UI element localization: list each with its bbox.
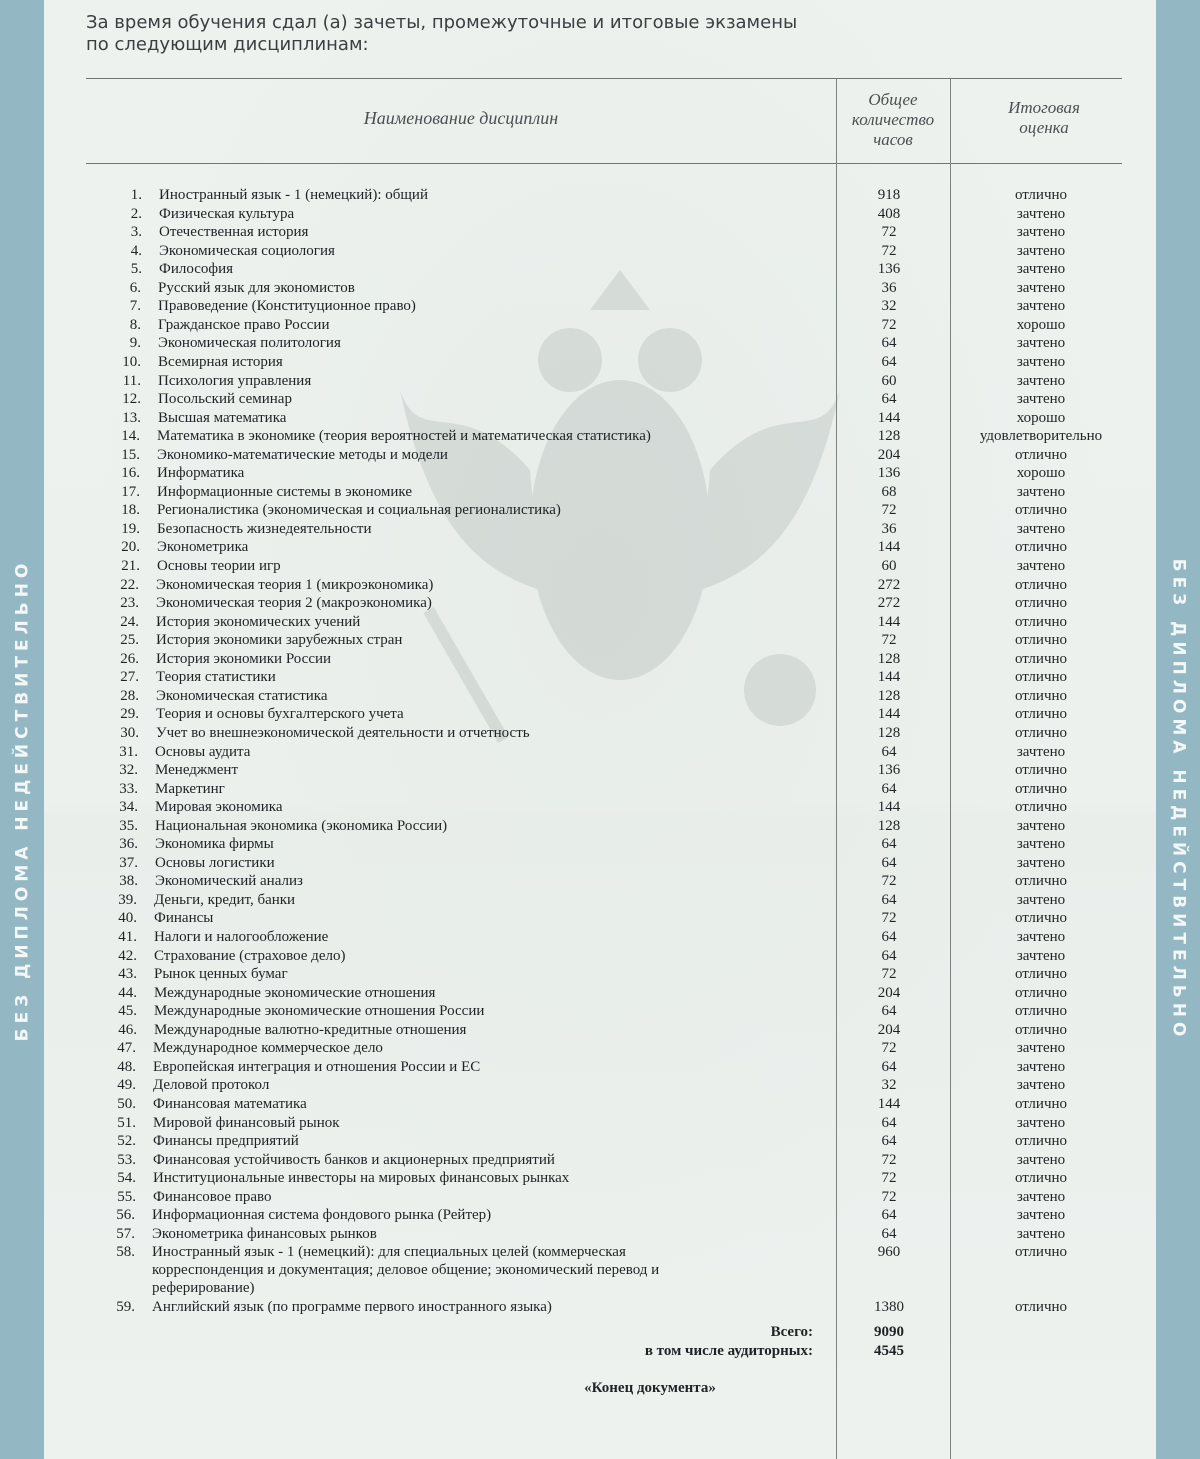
discipline-name: Международное коммерческое дело <box>153 1040 383 1057</box>
discipline-hours: 72 <box>881 316 897 333</box>
discipline-hours: 60 <box>881 558 897 574</box>
discipline-hours: 72 <box>881 224 897 241</box>
discipline-hours: 72 <box>881 632 897 649</box>
discipline-grade: отлично <box>1014 613 1068 630</box>
discipline-hours: 128 <box>877 650 901 667</box>
row-number: 59. <box>116 1299 135 1315</box>
row-number: 6. <box>129 279 141 296</box>
discipline-hours: 204 <box>877 446 901 463</box>
discipline-name: Английский язык (по программе первого иностранного языка) <box>152 1299 552 1315</box>
discipline-hours: 64 <box>881 780 897 797</box>
discipline-name: Теория и основы бухгалтерского учета <box>156 706 404 723</box>
row-number: 35. <box>119 817 138 834</box>
discipline-name: Информатика <box>157 465 245 482</box>
discipline-name: Учет во внешнеэкономической деятельности и отчетность <box>156 724 530 741</box>
discipline-hours: 72 <box>881 242 897 259</box>
discipline-hours: 64 <box>881 1114 897 1131</box>
discipline-hours: 64 <box>881 391 897 408</box>
row-number: 28. <box>120 687 139 704</box>
row-number: 41. <box>118 929 137 945</box>
discipline-name: Экономическая статистика <box>156 687 328 704</box>
row-number: 46. <box>118 1021 137 1038</box>
row-number: 26. <box>120 650 139 667</box>
right-band-watermark-text: БЕЗ ДИПЛОМА НЕДЕЙСТВИТЕЛЬНО <box>1168 558 1188 1042</box>
discipline-name: Мировая экономика <box>155 799 283 816</box>
row-number: 11. <box>122 372 141 389</box>
row-number: 49. <box>117 1077 136 1094</box>
discipline-grade: зачтено <box>1016 1188 1066 1205</box>
discipline-name: Экономико-математические методы и модели <box>157 446 448 463</box>
discipline-name: Финансы предприятий <box>153 1133 299 1150</box>
row-number: 33. <box>119 780 138 797</box>
discipline-name: Психология управления <box>158 372 312 389</box>
discipline-name: Международные валютно-кредитные отношения <box>154 1021 467 1038</box>
discipline-hours: 72 <box>881 910 897 927</box>
discipline-hours: 204 <box>877 984 901 1001</box>
row-number: 29. <box>120 706 139 723</box>
discipline-name: История экономики России <box>156 650 332 667</box>
discipline-hours: 32 <box>881 298 897 315</box>
discipline-name: Иностранный язык - 1 (немецкий): для специальных целей (коммерческая корреспонденция и документация; деловое общение; экономический перевод и реферирование) <box>152 1244 660 1297</box>
end-of-document: «Конец документа» <box>584 1380 716 1396</box>
row-number: 36. <box>119 836 138 853</box>
discipline-name: Институциональные инвесторы на мировых финансовых рынках <box>153 1170 570 1187</box>
discipline-hours: 144 <box>877 669 901 686</box>
discipline-hours: 144 <box>877 706 901 723</box>
discipline-grade: отлично <box>1014 632 1068 649</box>
left-band-watermark-text: БЕЗ ДИПЛОМА НЕДЕЙСТВИТЕЛЬНО <box>12 558 32 1042</box>
discipline-name: Финансовая устойчивость банков и акционерных предприятий <box>153 1151 555 1168</box>
row-number: 51. <box>117 1114 136 1131</box>
discipline-grade: отлично <box>1014 187 1068 203</box>
discipline-hours: 64 <box>881 335 897 352</box>
discipline-hours: 1380 <box>874 1299 904 1315</box>
discipline-hours: 136 <box>877 261 901 278</box>
row-number: 34. <box>119 799 138 816</box>
discipline-grade: зачтено <box>1016 224 1066 241</box>
row-number: 27. <box>120 669 139 686</box>
discipline-hours: 144 <box>877 799 901 816</box>
discipline-hours: 144 <box>877 409 901 426</box>
discipline-name: Международные экономические отношения России <box>154 1003 485 1020</box>
discipline-name: Экономика фирмы <box>155 836 274 853</box>
discipline-name: Физическая культура <box>159 205 295 222</box>
intro-line-2: по следующим дисциплинам: <box>86 34 369 55</box>
discipline-grade: зачтено <box>1016 372 1066 389</box>
discipline-name: Экономический анализ <box>155 873 303 890</box>
discipline-grade: отлично <box>1014 910 1068 927</box>
discipline-hours: 72 <box>881 966 897 983</box>
discipline-name: Правоведение (Конституционное право) <box>158 298 416 315</box>
discipline-grade: зачтено <box>1016 520 1066 537</box>
row-number: 9. <box>129 335 141 352</box>
discipline-hours: 36 <box>881 520 897 537</box>
discipline-grade: отлично <box>1014 669 1068 686</box>
discipline-grade: отлично <box>1014 1244 1068 1261</box>
row-number: 3. <box>130 224 142 241</box>
discipline-name: Национальная экономика (экономика России) <box>155 817 448 834</box>
discipline-hours: 64 <box>881 1058 897 1075</box>
discipline-hours: 64 <box>881 743 897 760</box>
discipline-grade: зачтено <box>1016 261 1066 278</box>
discipline-hours: 128 <box>877 817 901 834</box>
discipline-hours: 72 <box>881 873 897 890</box>
row-number: 44. <box>118 984 137 1001</box>
row-number: 39. <box>118 891 137 908</box>
discipline-hours: 918 <box>877 187 901 203</box>
discipline-grade: зачтено <box>1016 279 1066 296</box>
discipline-grade: зачтено <box>1016 205 1066 222</box>
discipline-hours: 60 <box>881 372 897 389</box>
discipline-grade: отлично <box>1014 446 1068 463</box>
discipline-grade: отлично <box>1014 724 1068 741</box>
discipline-grade: зачтено <box>1016 298 1066 315</box>
discipline-hours: 36 <box>881 279 897 296</box>
row-number: 45. <box>118 1003 137 1020</box>
row-number: 52. <box>117 1133 136 1150</box>
row-number: 56. <box>116 1207 135 1224</box>
row-number: 54. <box>117 1170 136 1187</box>
discipline-grade: отлично <box>1014 984 1068 1001</box>
row-number: 19. <box>121 520 140 537</box>
discipline-grade: отлично <box>1014 539 1068 556</box>
row-number: 1. <box>130 187 142 203</box>
discipline-grade: зачтено <box>1016 836 1066 853</box>
classroom-label: в том числе аудиторных: <box>644 1343 813 1359</box>
row-number: 23. <box>120 595 139 612</box>
discipline-hours: 144 <box>877 1095 901 1112</box>
discipline-name: Экономическая политология <box>158 335 341 352</box>
row-number: 16. <box>121 465 140 482</box>
discipline-grade: зачтено <box>1016 242 1066 259</box>
discipline-grade: отлично <box>1014 1021 1068 1038</box>
discipline-grade: отлично <box>1014 1003 1068 1020</box>
row-number: 48. <box>117 1058 136 1075</box>
discipline-grade: отлично <box>1014 576 1068 593</box>
discipline-name: История экономических учений <box>156 613 361 630</box>
discipline-name: Регионалистика (экономическая и социальная регионалистика) <box>157 502 561 519</box>
discipline-grade: отлично <box>1014 1299 1068 1315</box>
row-number: 25. <box>120 632 139 649</box>
row-number: 22. <box>120 576 139 593</box>
discipline-grade: отлично <box>1014 1133 1068 1150</box>
discipline-hours: 272 <box>877 595 901 612</box>
discipline-grade: удовлетворительно <box>979 428 1103 445</box>
discipline-grade: зачтено <box>1016 391 1066 408</box>
discipline-hours: 64 <box>881 353 897 370</box>
table-header-rule <box>86 163 1122 164</box>
discipline-hours: 68 <box>881 483 897 500</box>
row-number: 32. <box>119 762 138 779</box>
discipline-name: Иностранный язык - 1 (немецкий): общий <box>159 187 428 203</box>
discipline-name: Экономическая теория 1 (микроэкономика) <box>156 576 434 593</box>
intro-line-1: За время обучения сдал (а) зачеты, промежуточные и итоговые экзамены <box>86 12 798 33</box>
discipline-name: Экономическая социология <box>159 242 335 259</box>
discipline-grade: зачтено <box>1016 929 1066 945</box>
discipline-grade: отлично <box>1014 706 1068 723</box>
table-top-rule <box>86 78 1122 79</box>
discipline-grade: зачтено <box>1016 817 1066 834</box>
discipline-grade: отлично <box>1014 502 1068 519</box>
discipline-name: Математика в экономике (теория вероятностей и математическая статистика) <box>157 428 651 445</box>
discipline-hours: 32 <box>881 1077 897 1094</box>
discipline-grade: отлично <box>1014 873 1068 890</box>
discipline-name: Экономическая теория 2 (макроэкономика) <box>156 595 432 612</box>
discipline-hours: 64 <box>881 1133 897 1150</box>
discipline-grade: отлично <box>1014 1095 1068 1112</box>
discipline-grade: отлично <box>1014 650 1068 667</box>
row-number: 43. <box>118 966 137 983</box>
row-number: 24. <box>120 613 139 630</box>
discipline-name: Отечественная история <box>159 224 309 241</box>
row-number: 38. <box>119 873 138 890</box>
discipline-hours: 72 <box>881 1170 897 1187</box>
row-number: 31. <box>119 743 138 760</box>
row-number: 21. <box>121 558 140 574</box>
row-number: 37. <box>119 854 138 871</box>
discipline-grade: хорошо <box>1016 316 1066 333</box>
discipline-grade: зачтено <box>1016 353 1066 370</box>
discipline-name: Посольский семинар <box>158 391 292 408</box>
discipline-grade: зачтено <box>1016 1058 1066 1075</box>
column-header-hours: Общее количество часов <box>851 90 935 149</box>
discipline-name: Русский язык для экономистов <box>158 279 355 296</box>
discipline-name: Информационные системы в экономике <box>157 483 412 500</box>
discipline-grade: зачтено <box>1016 947 1066 964</box>
discipline-name: Менеджмент <box>155 762 239 779</box>
discipline-grade: зачтено <box>1016 1040 1066 1057</box>
discipline-grade: зачтено <box>1016 335 1066 352</box>
discipline-name: Финансы <box>154 910 214 927</box>
row-number: 30. <box>120 724 139 741</box>
discipline-hours: 64 <box>881 947 897 964</box>
discipline-hours: 72 <box>881 502 897 519</box>
row-number: 15. <box>121 446 140 463</box>
discipline-hours: 64 <box>881 929 897 945</box>
column-header-grade: Итоговая оценка <box>1008 98 1080 137</box>
discipline-grade: зачтено <box>1016 891 1066 908</box>
discipline-hours: 64 <box>881 891 897 908</box>
discipline-name: Информационная система фондового рынка (Рейтер) <box>152 1207 492 1224</box>
discipline-name: Страхование (страховое дело) <box>154 947 346 964</box>
discipline-name: Гражданское право России <box>158 316 330 333</box>
discipline-grade: зачтено <box>1016 558 1066 574</box>
discipline-hours: 64 <box>881 854 897 871</box>
discipline-grade: отлично <box>1014 595 1068 612</box>
row-number: 50. <box>117 1095 136 1112</box>
discipline-hours: 136 <box>877 762 901 779</box>
row-number: 12. <box>122 391 141 408</box>
discipline-name: Европейская интеграция и отношения России и ЕС <box>153 1058 481 1075</box>
row-number: 2. <box>130 205 142 222</box>
discipline-grade: зачтено <box>1016 1114 1066 1131</box>
row-number: 58. <box>116 1244 135 1261</box>
row-number: 4. <box>130 242 142 259</box>
discipline-grade: отлично <box>1014 966 1068 983</box>
discipline-hours: 144 <box>877 539 901 556</box>
discipline-name: Рынок ценных бумаг <box>154 966 288 983</box>
discipline-hours: 204 <box>877 1021 901 1038</box>
discipline-hours: 136 <box>877 465 901 482</box>
total-label: Всего: <box>770 1324 813 1340</box>
intro-text <box>86 12 866 56</box>
discipline-grade: зачтено <box>1016 1225 1066 1242</box>
discipline-hours: 128 <box>877 687 901 704</box>
row-number: 14. <box>121 428 140 445</box>
row-number: 13. <box>122 409 141 426</box>
discipline-hours: 144 <box>877 613 901 630</box>
discipline-name: Эконометрика <box>157 539 249 556</box>
discipline-name: Философия <box>159 261 234 278</box>
discipline-hours: 72 <box>881 1188 897 1205</box>
discipline-hours: 64 <box>881 1003 897 1020</box>
column-header-name: Наименование дисциплин <box>363 108 559 128</box>
discipline-name: Основы аудита <box>155 743 251 760</box>
discipline-name: Деньги, кредит, банки <box>154 891 296 908</box>
discipline-grade: отлично <box>1014 780 1068 797</box>
discipline-grade: зачтено <box>1016 854 1066 871</box>
discipline-hours: 272 <box>877 576 901 593</box>
row-number: 57. <box>116 1225 135 1242</box>
total-value: 9090 <box>874 1324 904 1340</box>
discipline-hours: 128 <box>877 724 901 741</box>
row-number: 42. <box>118 947 137 964</box>
discipline-grade: зачтено <box>1016 743 1066 760</box>
discipline-hours: 64 <box>881 1225 897 1242</box>
discipline-name: Высшая математика <box>158 409 287 426</box>
discipline-grade: хорошо <box>1016 409 1066 426</box>
row-number: 17. <box>121 483 140 500</box>
row-number: 20. <box>121 539 140 556</box>
row-number: 10. <box>122 353 141 370</box>
discipline-name: Финансовое право <box>153 1188 272 1205</box>
row-number: 18. <box>121 502 140 519</box>
row-number: 5. <box>130 261 142 278</box>
discipline-grade: зачтено <box>1016 1207 1066 1224</box>
row-number: 55. <box>117 1188 136 1205</box>
discipline-grade: отлично <box>1014 762 1068 779</box>
discipline-grade: зачтено <box>1016 1151 1066 1168</box>
discipline-grade: хорошо <box>1016 465 1066 482</box>
discipline-grade: отлично <box>1014 687 1068 704</box>
discipline-hours: 408 <box>877 205 901 222</box>
discipline-name: Международные экономические отношения <box>154 984 436 1001</box>
discipline-name: Безопасность жизнедеятельности <box>157 520 372 537</box>
discipline-hours: 128 <box>877 428 901 445</box>
discipline-name: Основы теории игр <box>157 558 281 574</box>
discipline-name: Всемирная история <box>158 353 283 370</box>
discipline-hours: 72 <box>881 1040 897 1057</box>
row-number: 8. <box>129 316 141 333</box>
discipline-name: Маркетинг <box>155 780 225 797</box>
row-number: 40. <box>118 910 137 927</box>
discipline-grade: зачтено <box>1016 1077 1066 1094</box>
discipline-name: История экономики зарубежных стран <box>156 632 403 649</box>
discipline-name: Мировой финансовый рынок <box>153 1114 340 1131</box>
discipline-name: Эконометрика финансовых рынков <box>152 1225 377 1242</box>
discipline-name: Финансовая математика <box>153 1095 307 1112</box>
discipline-name: Теория статистики <box>156 669 276 686</box>
discipline-hours: 72 <box>881 1151 897 1168</box>
discipline-grade: зачтено <box>1016 483 1066 500</box>
discipline-hours: 64 <box>881 836 897 853</box>
row-number: 7. <box>129 298 141 315</box>
discipline-grade: отлично <box>1014 799 1068 816</box>
discipline-grade: отлично <box>1014 1170 1068 1187</box>
discipline-name: Деловой протокол <box>153 1077 270 1094</box>
discipline-hours: 64 <box>881 1207 897 1224</box>
discipline-name: Основы логистики <box>155 854 275 871</box>
classroom-value: 4545 <box>874 1343 904 1359</box>
discipline-hours: 960 <box>877 1244 901 1261</box>
row-number: 47. <box>117 1040 136 1057</box>
row-number: 53. <box>117 1151 136 1168</box>
discipline-name: Налоги и налогообложение <box>154 929 329 945</box>
